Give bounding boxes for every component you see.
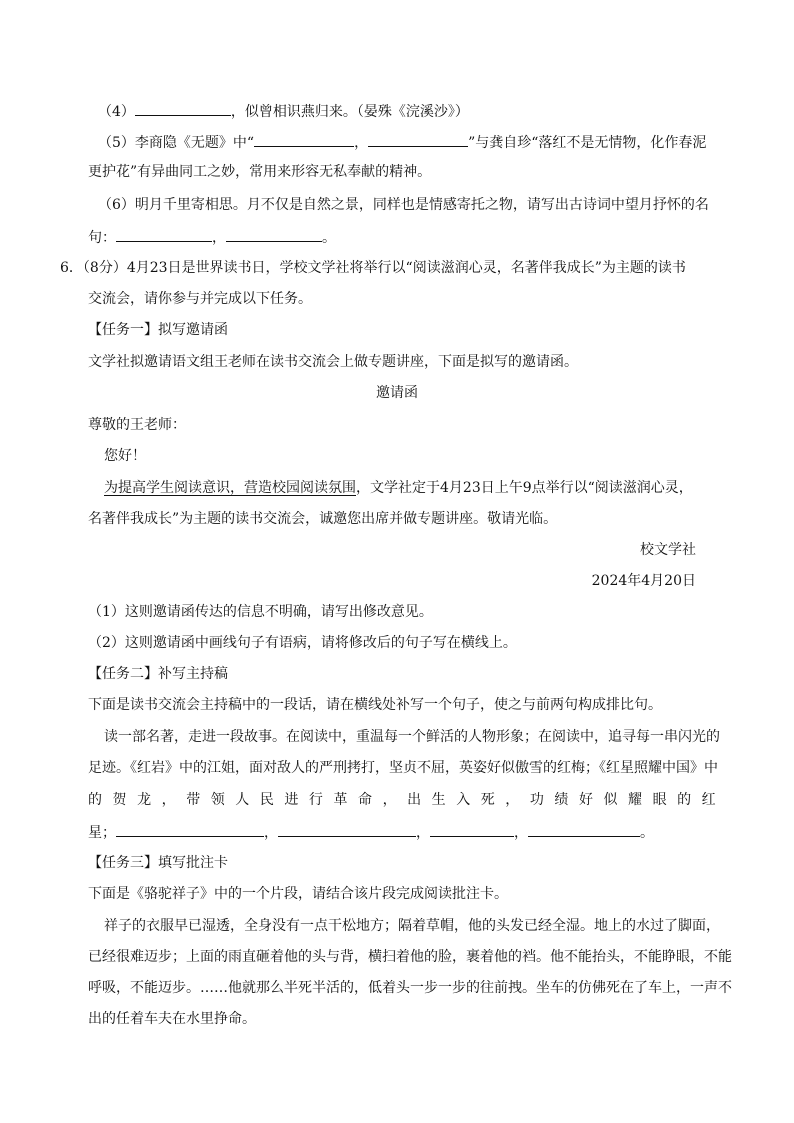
answer-blank[interactable] <box>528 821 640 837</box>
answer-blank[interactable] <box>368 131 468 147</box>
task3-para-line1: 祥子的衣服早已湿透，全身没有一点干松地方；隔着草帽，他的头发已经全湿。地上的水过了脚面， <box>104 918 720 934</box>
q6-intro-line1: 6．（8分）4月23日是世界读书日，学校文学社将举行以“阅读滋润心灵，名著伴我成长”为主题的读书 <box>60 260 686 276</box>
letter-salutation: 尊敬的王老师： <box>88 417 186 433</box>
task1-sub1: （1）这则邀请函传达的信息不明确，请写出修改意见。 <box>88 604 433 620</box>
answer-blank[interactable] <box>226 226 322 242</box>
q5-item6-line2: 句： ， 。 <box>88 226 336 248</box>
answer-blank[interactable] <box>430 821 514 837</box>
task3-para-line4: 出的任着车夫在水里挣命。 <box>88 1011 256 1027</box>
letter-body-line1: 为提高学生阅读意识，营造校园阅读氛围，文学社定于4月23日上午9点举行以“阅读滋润心灵， <box>104 480 693 496</box>
answer-blank[interactable] <box>254 131 354 147</box>
task3-title: 【任务三】填写批注卡 <box>88 855 228 871</box>
answer-blank[interactable] <box>278 821 416 837</box>
answer-blank[interactable] <box>116 226 212 242</box>
letter-date: 2024年4月20日 <box>591 573 696 589</box>
answer-blank[interactable] <box>135 100 231 116</box>
letter-body-line2: 名著伴我成长”为主题的读书交流会，诚邀您出席并做专题讲座。敬请光临。 <box>88 511 558 527</box>
task2-para-line1: 读一部名著，走进一段故事。在阅读中，重温每一个鲜活的人物形象；在阅读中，追寻每一串闪光的 <box>104 729 720 745</box>
letter-signature: 校文学社 <box>640 542 696 558</box>
task1-title: 【任务一】拟写邀请函 <box>88 322 228 338</box>
q5-item5-line2: 更护花”有异曲同工之妙，常用来形容无私奉献的精神。 <box>88 164 432 180</box>
letter-heading: 邀请函 <box>376 385 418 401</box>
q5-item5-line1: （5）李商隐《无题》中“ ， ”与龚自珍“落红不是无情物，化作春泥 <box>98 131 706 153</box>
task1-sub2: （2）这则邀请函中画线句子有语病，请将修改后的句子写在横线上。 <box>88 635 517 651</box>
task3-para-line2: 已经很难迈步；上面的雨直砸着他的头与背，横扫着他的脸，裹着他的裆。他不能抬头，不能睁眼，不能 <box>88 949 732 965</box>
q5-item4: （4） ，似曾相识燕归来。（晏殊《浣溪沙》） <box>98 100 469 122</box>
q6-intro-line2: 交流会，请你参与并完成以下任务。 <box>88 291 312 307</box>
task2-para-line2: 足迹。《红岩》中的江姐，面对敌人的严刑拷打，坚贞不屈，英姿好似傲雪的红梅；《红星照耀中国》中 <box>88 760 718 776</box>
task2-para-line4: 星； ， ， ， 。 <box>88 821 654 843</box>
q5-item6-line1: （6）明月千里寄相思。月不仅是自然之景，同样也是情感寄托之物，请写出古诗词中望月抒怀的名 <box>98 197 709 213</box>
task3-desc: 下面是《骆驼祥子》中的一个片段，请结合该片段完成阅读批注卡。 <box>88 886 508 902</box>
task2-title: 【任务二】补写主持稿 <box>88 666 228 682</box>
letter-greeting: 您好！ <box>104 448 146 464</box>
task2-para-line3: 的 贺 龙 ， 带 领 人 民 进 行 革 命 ， 出 生 入 死 ， 功 绩 好 似 耀 眼 的 红 <box>88 792 716 808</box>
answer-blank[interactable] <box>116 821 264 837</box>
task3-para-line3: 呼吸，不能迈步。……他就那么半死半活的，低着头一步一步的往前拽。坐车的仿佛死在了车上，一声不 <box>88 980 732 996</box>
task1-desc: 文学社拟邀请语文组王老师在读书交流会上做专题讲座，下面是拟写的邀请函。 <box>88 354 578 370</box>
task2-desc: 下面是读书交流会主持稿中的一段话，请在横线处补写一个句子，使之与前两句构成排比句。 <box>88 697 662 713</box>
underlined-sentence: 为提高学生阅读意识，营造校园阅读氛围 <box>104 480 356 496</box>
